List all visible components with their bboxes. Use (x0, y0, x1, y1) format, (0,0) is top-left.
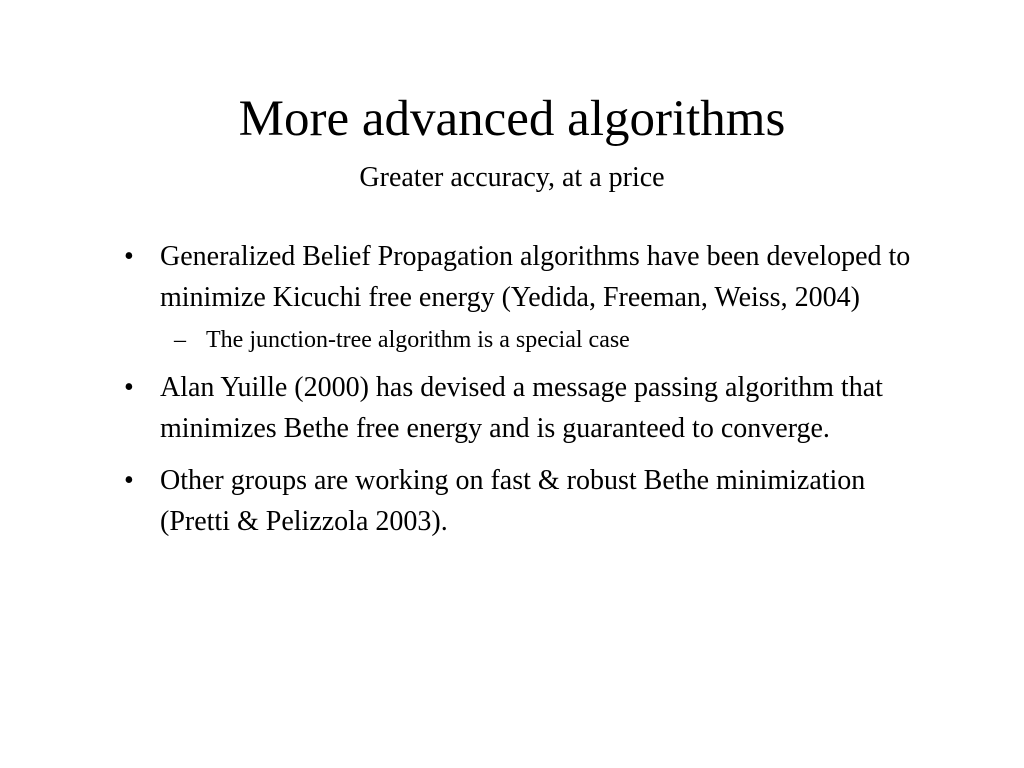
bullet-icon: • (124, 465, 134, 496)
slide-subtitle: Greater accuracy, at a price (359, 162, 665, 193)
bullet-icon: • (124, 372, 134, 403)
slide-title: More advanced algorithms (238, 91, 786, 147)
bullet-item (112, 460, 912, 542)
dash-icon: – (174, 327, 186, 353)
sub-bullet-item (160, 324, 912, 356)
sub-bullet-list (160, 324, 912, 356)
bullet-text: Alan Yuille (2000) has devised a message passing algorithm that minimizes Bethe free energy and is guaranteed to converge. (160, 372, 883, 444)
bullet-list (112, 236, 912, 553)
bullet-icon: • (124, 241, 134, 272)
bullet-text: Generalized Belief Propagation algorithms have been developed to minimize Kicuchi free energy (Yedida, Freeman, Weiss, 2004) (160, 241, 911, 313)
bullet-item (112, 236, 912, 356)
bullet-item (112, 367, 912, 449)
bullet-text: Other groups are working on fast & robust Bethe minimization (Pretti & Pelizzola 2003). (160, 465, 866, 537)
sub-bullet-text: The junction-tree algorithm is a special case (206, 327, 630, 353)
